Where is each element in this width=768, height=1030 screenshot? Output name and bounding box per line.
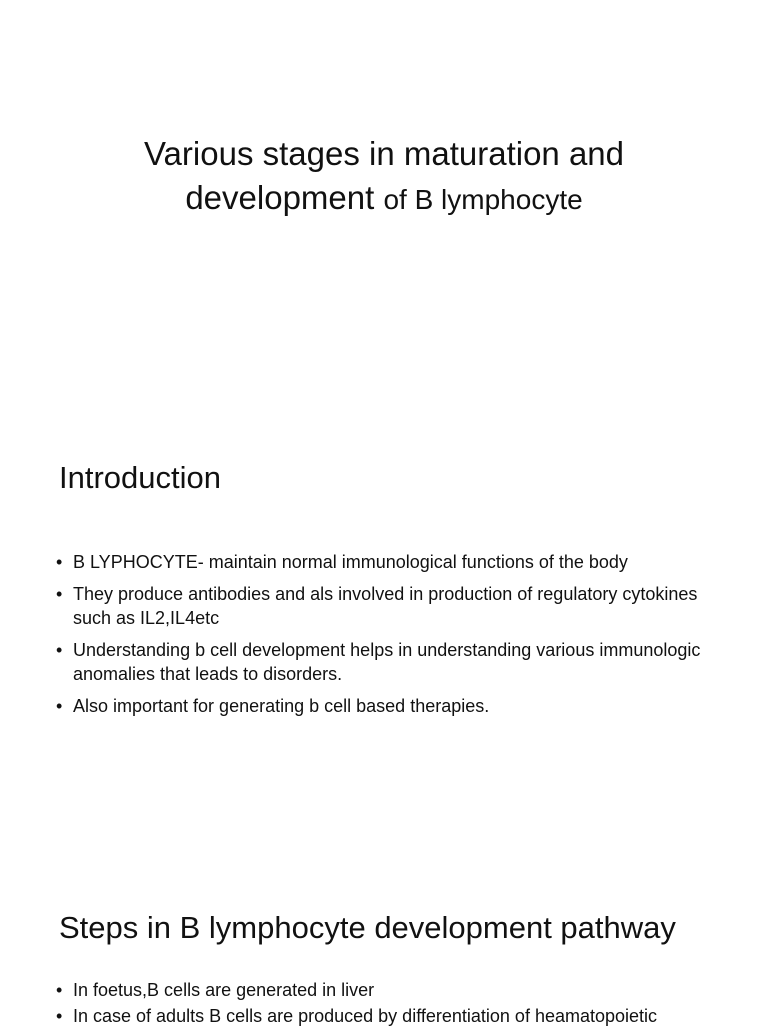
bullet-list [56, 550, 708, 726]
list-item [56, 582, 708, 630]
list-item [56, 978, 708, 1002]
bullet-icon: • [56, 584, 63, 604]
section-heading: Introduction [59, 460, 221, 495]
bullet-text: They produce antibodies and als involved in production of regulatory cytokines such as IL2,IL4etc [73, 584, 698, 628]
bullet-icon: • [56, 640, 63, 660]
bullet-icon: • [56, 1006, 63, 1026]
bullet-text: Also important for generating b cell based therapies. [73, 696, 490, 716]
list-item [56, 1004, 708, 1028]
title-slide [0, 0, 768, 384]
bullet-list [56, 978, 708, 1030]
introduction-slide [0, 384, 768, 864]
title-line-1: Various stages in maturation and [144, 135, 624, 172]
list-item [56, 694, 708, 718]
list-item [56, 550, 708, 574]
section-heading: Steps in B lymphocyte development pathway [59, 910, 676, 945]
list-item [56, 638, 708, 686]
bullet-icon: • [56, 980, 63, 1000]
title-line-2-main: development [185, 179, 384, 216]
steps-slide [0, 864, 768, 1024]
title-line-2-small: of B lymphocyte [383, 184, 583, 215]
bullet-text: In foetus,B cells are generated in liver [73, 980, 375, 1000]
bullet-icon: • [56, 552, 63, 572]
slide-title [0, 132, 768, 222]
bullet-icon: • [56, 696, 63, 716]
bullet-text: Understanding b cell development helps in understanding various immunologic anomalies that leads to disorders. [73, 640, 701, 684]
bullet-text: B LYPHOCYTE- maintain normal immunological functions of the body [73, 552, 628, 572]
bullet-text: In case of adults B cells are produced by differentiation of heamatopoietic [73, 1006, 658, 1026]
